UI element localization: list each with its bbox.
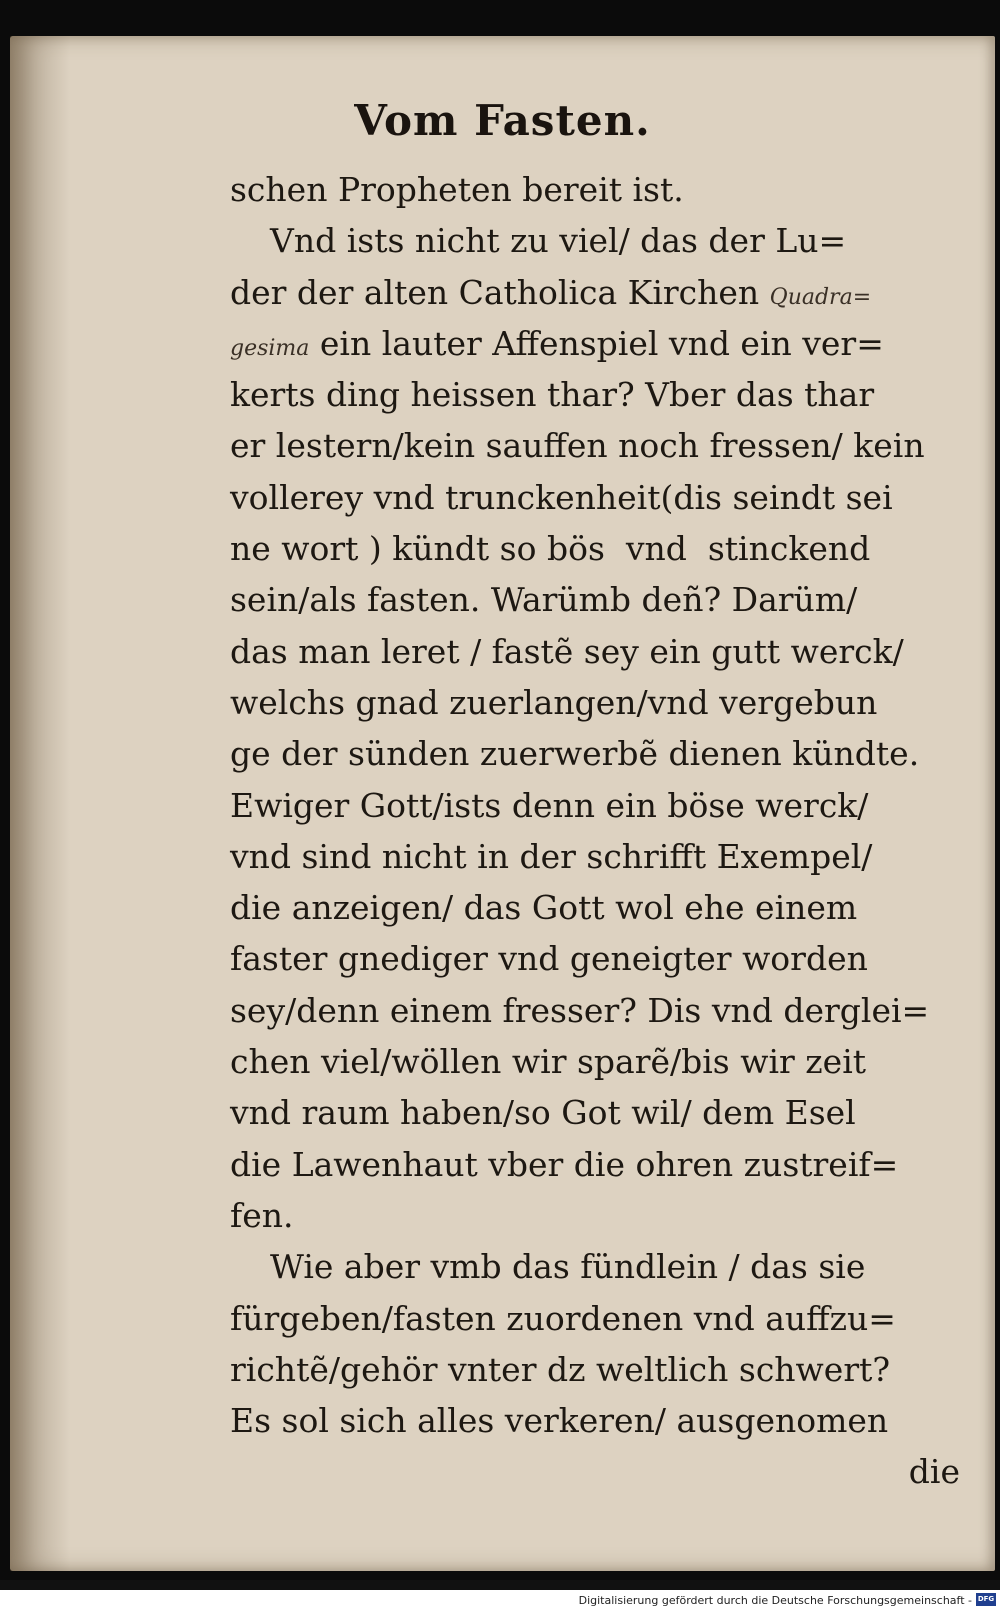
text-line: fen. [230, 1195, 294, 1235]
text-line: die Lawenhaut vber die ohren zustreif= [230, 1144, 899, 1184]
text-line: Vnd ists nicht zu viel/ das der Lu= [270, 221, 847, 261]
text-line: vollerey vnd trunckenheit(dis seindt sei [230, 477, 893, 517]
text-line: kerts ding heissen thar? Vber das thar [230, 375, 875, 415]
text-line: sey/denn einem fresser? Dis vnd derglei= [230, 990, 930, 1030]
latin-term: Quadra= [769, 284, 872, 310]
text-line: vnd raum haben/so Got wil/ dem Esel [230, 1093, 856, 1133]
text-line: Wie aber vmb das fündlein / das sie [270, 1247, 866, 1287]
running-head: Vom Fasten. [354, 96, 651, 145]
text-line: fürgeben/fasten zuordenen vnd auffzu= [230, 1298, 896, 1338]
text-line [230, 267, 960, 318]
text-line: Ewiger Gott/ists denn ein böse werck/ [230, 785, 869, 825]
text-line: vnd sind nicht in der schrifft Exempel/ [230, 836, 873, 876]
text-line: sein/als fasten. Warümb deñ? Darüm/ [230, 580, 858, 620]
text-line: faster gnediger vnd geneigter worden [230, 939, 868, 979]
funding-notice: Digitalisierung gefördert durch die Deutsche Forschungsgemeinschaft - [578, 1594, 972, 1607]
footer-bar [0, 1590, 1000, 1616]
catchword: die [908, 1452, 960, 1492]
text-line [230, 318, 960, 369]
text-line: richtẽ/gehör vnter dz weltlich schwert? [230, 1349, 891, 1389]
text-span: der der alten Catholica Kirchen [230, 272, 770, 312]
page-body [230, 164, 960, 1498]
text-line: Es sol sich alles verkeren/ ausgenomen [230, 1401, 889, 1441]
dfg-logo: DFG [976, 1593, 996, 1606]
text-span: ein lauter Affenspiel vnd ein ver= [309, 323, 884, 363]
text-line: das man leret / fastẽ sey ein gutt werck/ [230, 631, 904, 671]
text-line: welchs gnad zuerlangen/vnd vergebun [230, 682, 878, 722]
text-line: ge der sünden zuerwerbẽ dienen kündte. [230, 734, 920, 774]
book-page [10, 36, 995, 1571]
text-line: ne wort ) kündt so bös vnd stinckend [230, 529, 871, 569]
text-line: chen viel/wöllen wir sparẽ/bis wir zeit [230, 1042, 867, 1082]
text-line: die anzeigen/ das Gott wol ehe einem [230, 888, 858, 928]
text-line: schen Propheten bereit ist. [230, 170, 684, 209]
gutter-shadow [10, 36, 70, 1571]
latin-term: gesima [230, 335, 310, 361]
text-line: er lestern/kein sauffen noch fressen/ kein [230, 426, 925, 466]
